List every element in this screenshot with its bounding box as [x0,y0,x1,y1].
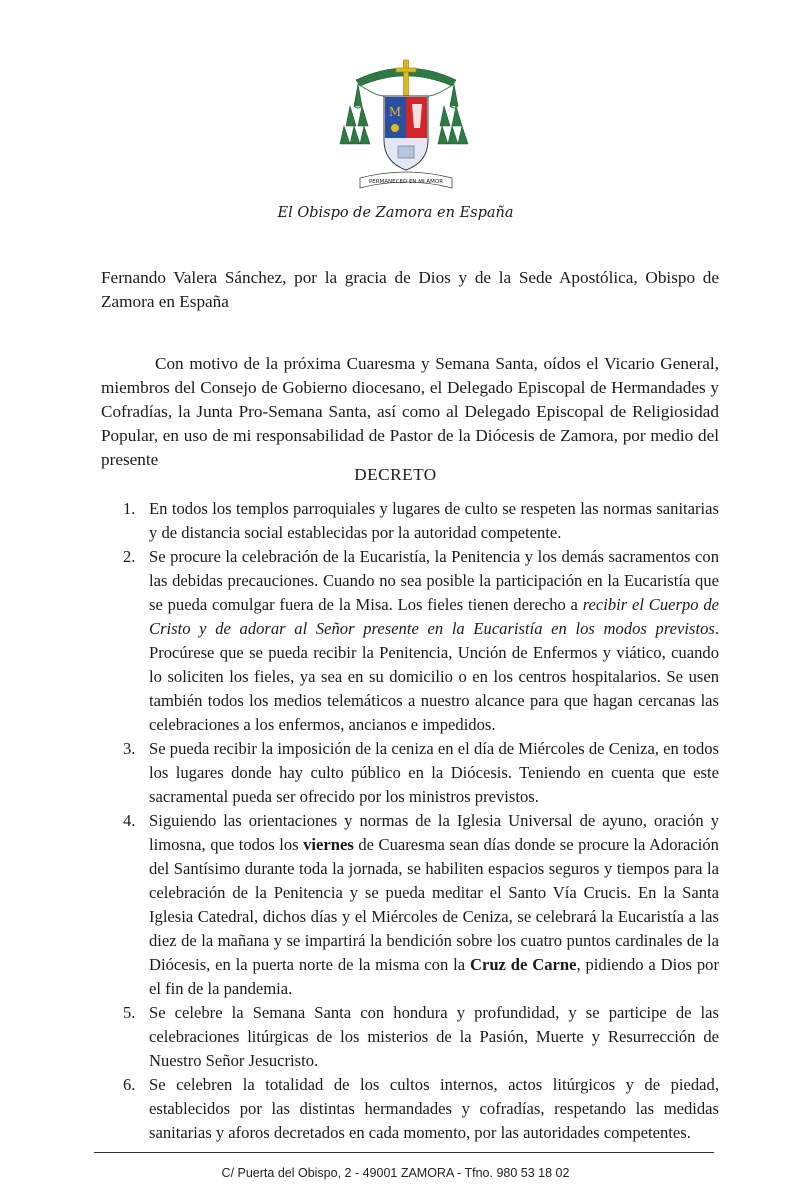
decree-item [101,737,719,809]
item-text: Se pueda recibir la imposición de la ceniza en el día de Miércoles de Ceniza, en todos los lugares donde hay culto público en la Diócesis. Teniendo en cuenta que este sacramental pueda ser ofrecido por los ministros previstos. [149,739,719,806]
item-text-bold: viernes [303,835,354,854]
footer-divider [94,1152,714,1153]
item-number: 4. [123,811,136,830]
decree-title: DECRETO [354,465,437,484]
item-text-bold: Cruz de Carne [469,955,577,974]
decree-item [101,809,719,1001]
item-text: de Cuaresma sean días donde se procure la Adoración del Santísimo durante toda la jornada, se habiliten espacios seguros y tiempos para la celebración de la Penitencia y se pueda meditar el Santo Vía Crucis. En la Santa Iglesia Catedral, dichos días y el Miércoles de Ceniza, se celebrará la Eucaristía a las diez de la mañana y se impartirá la bendición sobre los cuatro puntos cardinales de la Diócesis, en la puerta norte de la misma con la [149,835,719,974]
item-number: 1. [123,499,136,518]
item-text: Se celebren la totalidad de los cultos internos, actos litúrgicos y de piedad, establecidos por las distintas hermandades y cofradías, respetando las medidas sanitarias y aforos decretados en cada momento, por las autoridades competentes. [149,1075,719,1142]
item-text: Se celebre la Semana Santa con hondura y profundidad, y se participe de las celebraciones litúrgicas de los misterios de la Pasión, Muerte y Resurrección de Nuestro Señor Jesucristo. [149,1003,719,1070]
intro-paragraph: Fernando Valera Sánchez, por la gracia de Dios y de la Sede Apostólica, Obispo de Zamora en España [101,268,719,311]
item-number: 6. [123,1075,136,1094]
item-text: , pidiendo a Dios por el fin de la pandemia. [149,955,719,998]
decree-item [101,1073,719,1145]
decree-list [101,497,719,1145]
item-text-italic: recibir el Cuerpo de Cristo y de adorar al Señor presente en la Eucaristía en los modos previstos [149,595,719,638]
item-text: En todos los templos parroquiales y lugares de culto se respeten las normas sanitarias y de distancia social establecidas por la autoridad competente. [149,499,719,542]
decree-item [101,545,719,737]
preamble-paragraph: Con motivo de la próxima Cuaresma y Semana Santa, oídos el Vicario General, miembros del Consejo de Gobierno diocesano, el Delegado Episcopal de Hermandades y Cofradías, la Junta Pro-Semana Santa, así como al Delegado Episcopal de Religiosidad Popular, en uso de mi responsabilidad de Pastor de la Diócesis de Zamora, por medio del presente [101,354,719,469]
item-text: Se procure la celebración de la Eucaristía, la Penitencia y los demás sacramentos con las debidas precauciones. Cuando no sea posible la participación en la Eucaristía que se pueda comulgar fuera de la Misa. Los fieles tienen derecho a [149,547,719,614]
item-number: 5. [123,1003,136,1022]
item-number: 2. [123,547,136,566]
svg-text:M: M [388,105,402,119]
decree-item [101,1001,719,1073]
episcopal-coat-of-arms [336,46,476,196]
item-number: 3. [123,739,136,758]
document-heading: El Obispo de Zamora en España [277,205,514,221]
crest-motto: PERMANECED EN MI AMOR [368,179,444,185]
item-text: Siguiendo las orientaciones y normas de la Iglesia Universal de ayuno, oración y limosna, que todos los [149,811,719,854]
decree-item [101,497,719,545]
footer-address: C/ Puerta del Obispo, 2 - 49001 ZAMORA - Tfno. 980 53 18 02 [221,1166,570,1180]
item-text: . Procúrese que se pueda recibir la Penitencia, Unción de Enfermos y viático, cuando lo soliciten los fieles, ya sea en su domicilio o en los centros hospitalarios. Se usen también todos los medios telemáticos a nuestro alcance para que hagan cercanas las celebraciones a los enfermos, ancianos e impedidos. [149,619,719,734]
